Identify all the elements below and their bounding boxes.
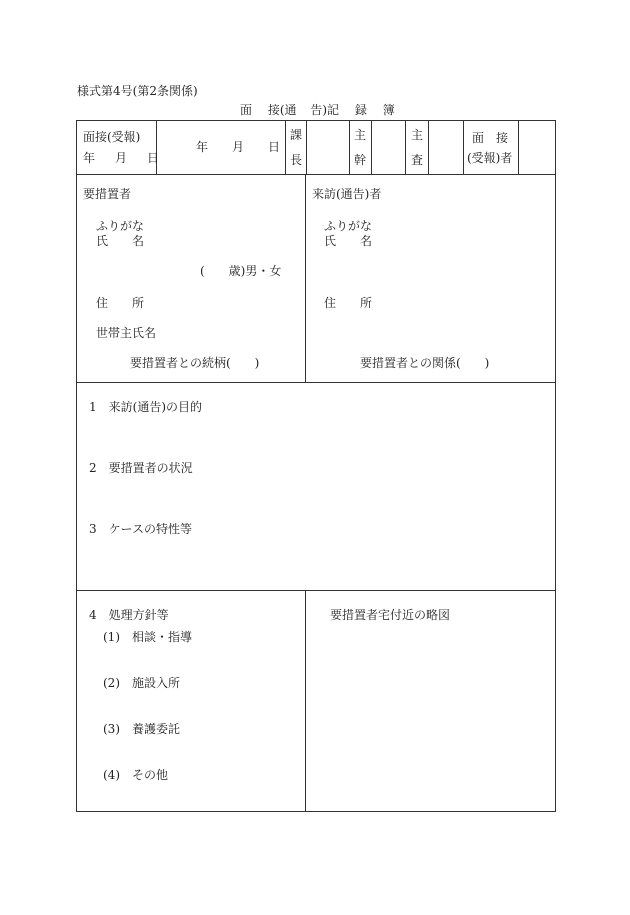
person-age-sex-label: ( 歳)男・女 <box>200 264 282 278</box>
house-map-label: 要措置者宅付近の略図 <box>330 608 451 622</box>
header-col-divider-9 <box>518 120 519 174</box>
form-title <box>240 103 395 117</box>
household-head-label: 世帯主氏名 <box>96 326 157 340</box>
persons-section-divider <box>76 382 556 383</box>
person-address-label: 住 所 <box>96 296 145 310</box>
title-char-2: 接(通 <box>267 103 297 117</box>
handling-policy-item: 4 処理方針等 <box>89 608 169 622</box>
header-col-divider-1 <box>156 120 157 174</box>
visitor-heading: 来訪(通告)者 <box>312 187 382 201</box>
visitor-name-label: 氏 名 <box>324 234 373 248</box>
title-char-3: 告)記 <box>310 103 340 117</box>
chief-officer-label-1: 主 <box>354 128 367 142</box>
person-condition-item: 2 要措置者の状況 <box>89 461 193 475</box>
interview-date-unit-label: 年 月 日 <box>83 151 164 165</box>
person-furigana-label: ふりがな <box>96 219 145 233</box>
interviewer-label-1: 面 接 <box>472 131 509 145</box>
interviewer-label-2: (受報)者 <box>467 151 513 165</box>
persons-column-divider <box>305 174 306 382</box>
person-relation-label: 要措置者との続柄( ) <box>130 356 260 370</box>
policy-sub-consultation: (1) 相談・指導 <box>103 630 192 644</box>
visitor-furigana-label: ふりがな <box>324 219 373 233</box>
date-year-label: 年 <box>196 140 209 154</box>
header-col-divider-2 <box>285 120 286 174</box>
header-col-divider-4 <box>349 120 350 174</box>
header-row-divider <box>76 174 556 175</box>
header-col-divider-7 <box>428 120 429 174</box>
form-reference: 様式第4号(第2条関係) <box>77 84 198 98</box>
interview-date-label: 面接(受報) <box>83 130 141 144</box>
bottom-column-divider <box>305 590 306 812</box>
chief-reviewer-label-1: 主 <box>411 128 424 142</box>
case-characteristics-item: 3 ケースの特性等 <box>89 522 193 536</box>
details-section-divider <box>76 590 556 591</box>
visitor-address-label: 住 所 <box>324 296 373 310</box>
title-char-4: 録 <box>354 103 367 117</box>
visitor-relation-label: 要措置者との関係( ) <box>360 356 490 370</box>
policy-sub-facility: (2) 施設入所 <box>103 676 180 690</box>
chief-officer-label-2: 幹 <box>354 153 367 167</box>
chief-reviewer-label-2: 査 <box>411 153 424 167</box>
header-col-divider-8 <box>463 120 464 174</box>
header-col-divider-3 <box>306 120 307 174</box>
date-month-label: 月 <box>232 140 245 154</box>
person-name-label: 氏 名 <box>96 234 145 248</box>
header-col-divider-6 <box>405 120 406 174</box>
date-day-label: 日 <box>268 140 281 154</box>
title-char-5: 簿 <box>382 103 395 117</box>
visit-purpose-item: 1 来訪(通告)の目的 <box>89 400 202 414</box>
policy-sub-foster: (3) 養護委託 <box>103 722 180 736</box>
title-char-1: 面 <box>240 103 253 117</box>
policy-sub-other: (4) その他 <box>103 768 168 782</box>
person-heading: 要措置者 <box>83 187 132 201</box>
section-chief-label-2: 長 <box>290 153 303 167</box>
section-chief-label-1: 課 <box>290 128 303 142</box>
header-col-divider-5 <box>371 120 372 174</box>
